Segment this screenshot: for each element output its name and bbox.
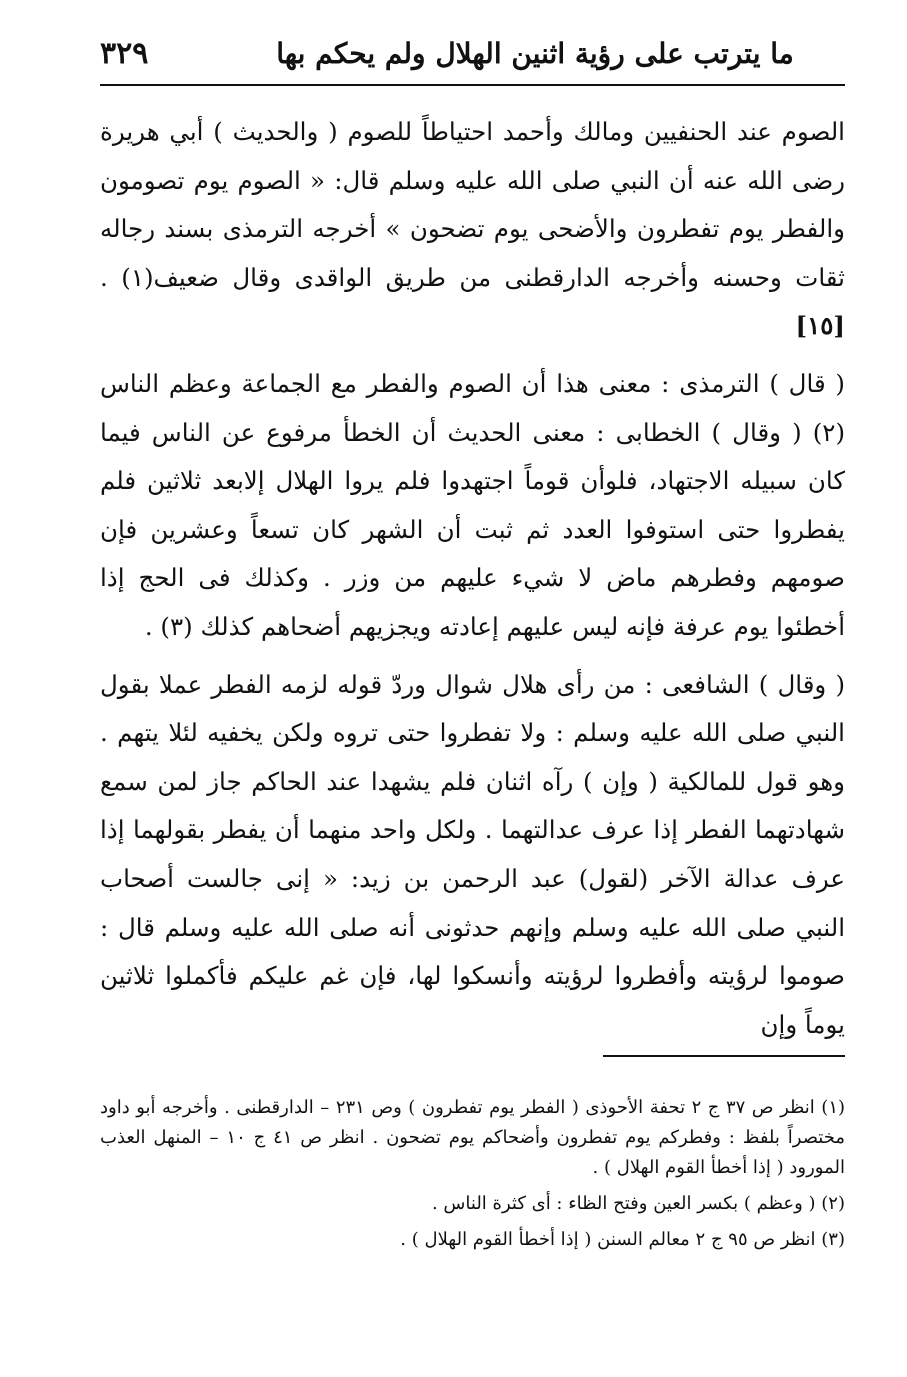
footnote-3: (٣) انظر ص ٩٥ ج ٢ معالم السنن ( إذا أخطأ القوم الهلال ) . bbox=[400, 1229, 845, 1250]
main-text bbox=[100, 108, 845, 1049]
paragraph-1-text: الصوم عند الحنفيين ومالك وأحمد احتياطاً للصوم ( والحديث ) أبي هريرة رضى الله عنه أن النبي صلى الله عليه وسلم قال: « الصوم يوم تصومون والفطر يوم تفطرون والأضحى يوم تضحون » أخرجه الترمذى بسند رجاله ثقات وحسنه وأخرجه الدارقطنى من طريق الواقدى وقال ضعيف bbox=[100, 117, 845, 292]
page-header bbox=[100, 30, 840, 76]
paragraph-3: ( وقال ) الشافعى : من رأى هلال شوال وردّ قوله لزمه الفطر عملا بقول النبي صلى الله عليه وسلم : ولا تفطروا حتى تروه ولكن يخفيه لئلا يتهم . وهو قول للمالكية ( وإن ) رآه اثنان فلم يشهدا عند الحاكم جاز لمن سمع شهادتهما الفطر إذا عرف عدالتهما . ولكل واحد منهما أن يفطر بقولهما إذا عرف عدالة الآخر (لقول) عبد الرحمن بن زيد: « إنى جالست أصحاب النبي صلى الله عليه وسلم وإنهم حدثونى أنه صلى الله عليه وسلم قال : صوموا لرؤيته وأفطروا لرؤيته وأنسكوا لها، فإن غم عليكم فأكملوا ثلاثين يوماً وإن bbox=[100, 669, 845, 1039]
paragraph-2: ( قال ) الترمذى : معنى هذا أن الصوم والفطر مع الجماعة وعظم الناس (٢) ( وقال ) الخطابى : معنى الحديث أن الخطأ مرفوع عن الناس فيما كان سبيله الاجتهاد، فلوأن قوماً اجتهدوا فلم يروا الهلال إلابعد ثلاثين فلم يفطروا حتى استوفوا العدد ثم ثبت أن الشهر كان تسعاً وعشرين فإن صومهم وفطرهم ماض لا شيء عليهم من وزر . وكذلك فى الحج إذا أخطئوا يوم عرفة فإنه ليس عليهم إعادته ويجزيهم أضحاهم كذلك (٣) . bbox=[100, 368, 845, 641]
header-rule bbox=[100, 84, 845, 86]
page-number: ٣٢٩ bbox=[100, 35, 149, 71]
footnotes bbox=[100, 1093, 845, 1261]
footnote-ref: (١) . bbox=[100, 262, 154, 292]
footnote-rule bbox=[603, 1055, 845, 1057]
footnote-2: (٢) ( وعظم ) بكسر العين وفتح الظاء : أى كثرة الناس . bbox=[431, 1193, 845, 1214]
footnote-1: (١) انظر ص ٣٧ ج ٢ تحفة الأحوذى ( الفطر يوم تفطرون ) وص ٢٣١ – الدارقطنى . وأخرجه أبو داود مختصراً بلفظ : وفطركم يوم تفطرون وأضحاكم يوم تضحون . انظر ص ٤١ ج ١٠ – المنهل العذب المورود ( إذا أخطأ القوم الهلال ) . bbox=[100, 1097, 846, 1178]
paragraph-1 bbox=[100, 108, 845, 351]
hadith-number: [١٥] bbox=[795, 311, 845, 341]
running-title: ما يترتب على رؤية اثنين الهلال ولم يحكم بها bbox=[276, 36, 794, 70]
